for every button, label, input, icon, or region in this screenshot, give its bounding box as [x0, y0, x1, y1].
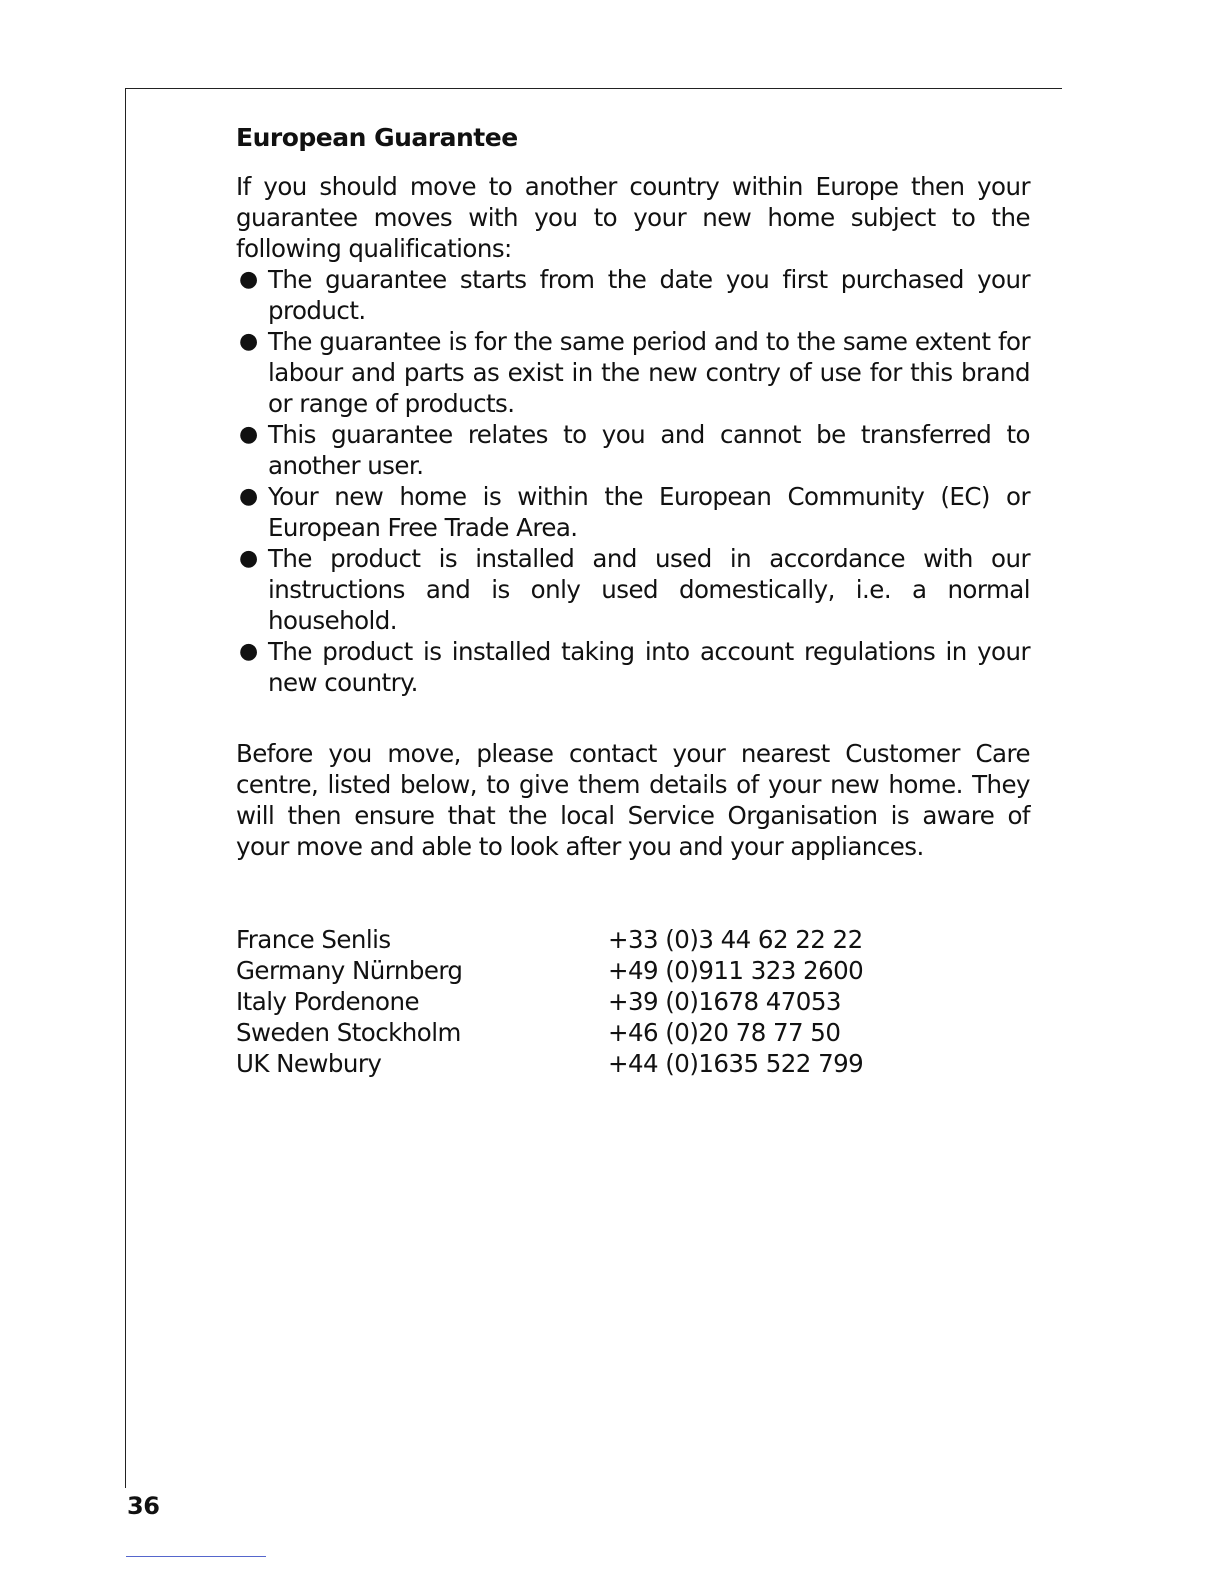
contact-phone: +44 (0)1635 522 799 [608, 1049, 864, 1078]
bullet-icon: ● [239, 639, 258, 664]
bullet-icon: ● [239, 422, 258, 447]
bullet-icon: ● [239, 267, 258, 292]
contact-row [236, 986, 1030, 1017]
conditions-list [236, 264, 1030, 698]
bullet-icon: ● [239, 484, 258, 509]
condition-text: The guarantee starts from the date you first purchased your product. [268, 265, 1030, 325]
page-number: 36 [127, 1492, 160, 1520]
condition-item [236, 543, 1030, 636]
top-rule [126, 88, 1062, 89]
contact-city: UK Newbury [236, 1049, 382, 1078]
condition-text: The product is installed taking into account regulations in your new country. [268, 637, 1030, 697]
condition-text: The guarantee is for the same period and to the same extent for labour and parts as exist in the new contry of use for this brand or range of products. [268, 327, 1030, 418]
bullet-icon: ● [239, 546, 258, 571]
condition-item [236, 481, 1030, 543]
bottom-rule [126, 1556, 266, 1557]
contact-row [236, 924, 1030, 955]
contact-phone: +49 (0)911 323 2600 [608, 956, 864, 985]
contact-city: Germany Nürnberg [236, 956, 463, 985]
contact-phone: +46 (0)20 78 77 50 [608, 1018, 841, 1047]
contact-row [236, 955, 1030, 986]
condition-text: Your new home is within the European Community (EC) or European Free Trade Area. [268, 482, 1030, 542]
contact-row [236, 1017, 1030, 1048]
left-margin-rule [125, 88, 126, 1488]
section-heading: European Guarantee [236, 123, 518, 152]
intro-paragraph: If you should move to another country within Europe then your guarantee moves with you to your new home subject to the following qualifications: [236, 172, 1030, 263]
condition-text: This guarantee relates to you and cannot be transferred to another user. [268, 420, 1030, 480]
page-content [236, 122, 1030, 1079]
contact-row [236, 1048, 1030, 1079]
customer-care-contacts [236, 924, 1030, 1079]
contact-city: Sweden Stockholm [236, 1018, 461, 1047]
contact-phone: +39 (0)1678 47053 [608, 987, 841, 1016]
condition-text: The product is installed and used in accordance with our instructions and is only used domestically, i.e. a normal household. [268, 544, 1030, 635]
before-move-paragraph: Before you move, please contact your nearest Customer Care centre, listed below, to give them details of your new home. They will then ensure that the local Service Organisation is aware of your move and able to look after you and your appliances. [236, 739, 1030, 861]
condition-item [236, 419, 1030, 481]
bullet-icon: ● [239, 329, 258, 354]
contact-city: France Senlis [236, 925, 391, 954]
condition-item [236, 636, 1030, 698]
contact-phone: +33 (0)3 44 62 22 22 [608, 925, 863, 954]
condition-item [236, 264, 1030, 326]
condition-item [236, 326, 1030, 419]
contact-city: Italy Pordenone [236, 987, 419, 1016]
